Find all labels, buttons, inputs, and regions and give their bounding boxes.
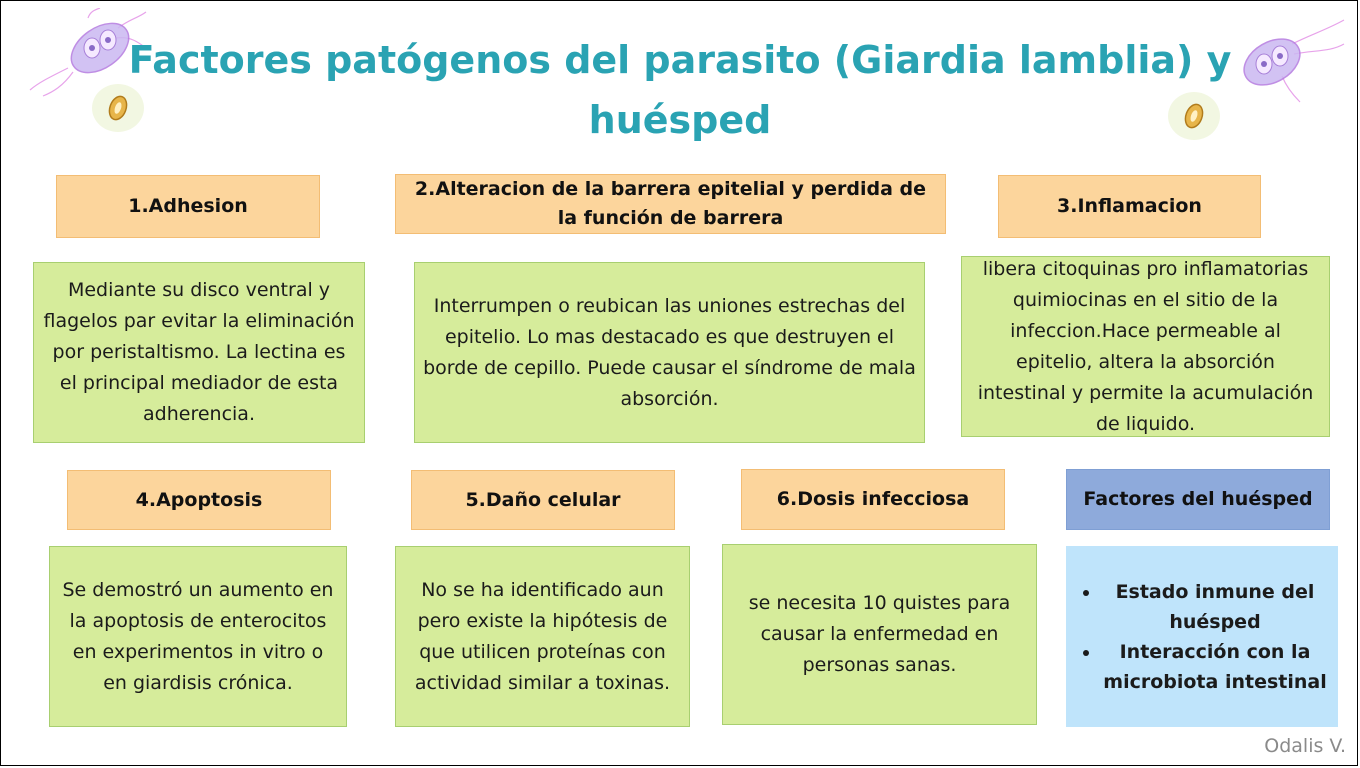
host-factors-list [1066,546,1338,727]
factor-body-infectious-dose: se necesita 10 quistes para causar la enfermedad en personas sanas. [722,544,1037,725]
host-factor-item: • Interacción con la microbiota intestinal [1101,637,1329,697]
factor-header-adhesion: 1.Adhesion [56,175,320,238]
factor-header-inflammation: 3.Inflamacion [998,175,1261,238]
host-factor-item: • Estado inmune del huésped [1101,577,1329,637]
factor-header-barrier: 2.Alteracion de la barrera epitelial y perdida de la función de barrera [395,174,946,234]
factor-body-apoptosis: Se demostró un aumento en la apoptosis de enterocitos en experimentos in vitro o en giardisis crónica. [49,546,347,727]
host-factors-header: Factores del huésped [1066,469,1330,530]
factor-header-cell-damage: 5.Daño celular [411,470,675,530]
factor-body-cell-damage: No se ha identificado aun pero existe la hipótesis de que utilicen proteínas con actividad similar a toxinas. [395,546,690,727]
factor-header-infectious-dose: 6.Dosis infecciosa [741,469,1005,530]
factor-body-adhesion: Mediante su disco ventral y flagelos par evitar la eliminación por peristaltismo. La lectina es el principal mediador de esta adherencia. [33,262,365,443]
host-factors-bullets [1075,577,1329,697]
page-title: Factores patógenos del parasito (Giardia lamblia) y huésped [128,38,1232,142]
author-signature: Odalis V. [1264,735,1346,757]
factor-header-apoptosis: 4.Apoptosis [67,470,331,530]
factor-body-barrier: Interrumpen o reubican las uniones estrechas del epitelio. Lo mas destacado es que destruyen el borde de cepillo. Puede causar el síndrome de mala absorción. [414,262,925,443]
factor-body-inflammation: libera citoquinas pro inflamatorias quimiocinas en el sitio de la infeccion.Hace permeable al epitelio, altera la absorción intestinal y permite la acumulación de liquido. [961,256,1330,437]
